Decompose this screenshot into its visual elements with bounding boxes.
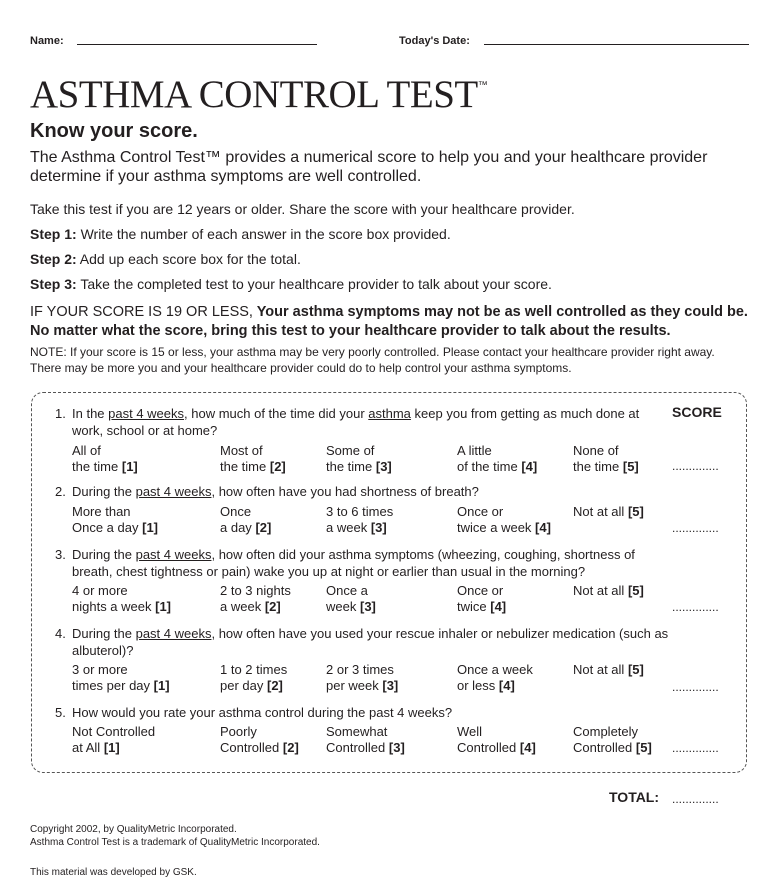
answer-option[interactable] (220, 443, 286, 475)
score-box[interactable]: .............. (672, 459, 719, 473)
answer-line-1: 2 to 3 nights (220, 583, 291, 598)
answer-option[interactable] (326, 583, 376, 615)
answer-line-1-text: Not at all (573, 662, 625, 677)
score-box[interactable]: .............. (672, 521, 719, 535)
answer-line-2-text: at All (72, 740, 101, 755)
answer-value: [3] (359, 599, 376, 614)
answer-line-2-text: a week (326, 520, 368, 535)
answer-value: [5] (622, 459, 639, 474)
answer-line-2 (220, 459, 286, 475)
answer-value: [3] (370, 520, 387, 535)
answer-line-1: More than (72, 504, 131, 519)
answer-option[interactable] (220, 662, 287, 694)
answer-option[interactable] (457, 724, 536, 756)
answer-value: [4] (535, 520, 551, 535)
question-text-part: , how often have you had shortness of breath? (211, 484, 479, 499)
answer-line-2-text: a day (220, 520, 252, 535)
answer-line-2 (457, 678, 533, 694)
answer-line-2-text: of the time (457, 459, 518, 474)
instructions-lead: Take this test if you are 12 years or older. Share the score with your healthcare provider. (30, 201, 575, 217)
warning-line-1 (30, 303, 748, 322)
answer-line-1: 1 to 2 times (220, 662, 288, 677)
answer-value: [3] (375, 459, 392, 474)
answer-option[interactable] (326, 504, 393, 536)
answer-value: [5] (635, 740, 652, 755)
answer-line-1: Once a (326, 583, 368, 598)
answer-line-2-text: twice a week (457, 520, 532, 535)
answer-value: [4] (519, 740, 536, 755)
question-text-part: keep you from getting as much done at work, school or at home? (72, 406, 640, 438)
answer-line-2 (72, 740, 155, 756)
answer-option[interactable] (220, 504, 271, 536)
answer-line-2-text: week (326, 599, 357, 614)
answer-value: [1] (121, 459, 138, 474)
answer-line-2-text: the time (72, 459, 119, 474)
question-number: 4. (55, 626, 66, 641)
answer-line-2 (457, 459, 537, 475)
answer-line-1: All of (72, 443, 101, 458)
question-text-part: During the (72, 626, 136, 641)
answer-line-2 (326, 740, 405, 756)
step-3-label: Step 3: (30, 276, 77, 292)
answer-option[interactable] (72, 662, 170, 694)
question-emphasis: past 4 weeks (135, 484, 212, 499)
answer-line-1 (573, 662, 644, 678)
step-2-text: Add up each score box for the total. (76, 251, 301, 267)
answer-value: [2] (255, 520, 272, 535)
answer-option[interactable] (573, 443, 639, 475)
answer-line-2 (72, 678, 170, 694)
answer-line-2-text: per day (220, 678, 264, 693)
answer-line-2-text: nights a week (72, 599, 152, 614)
answer-value: [4] (498, 678, 515, 693)
answer-line-2 (326, 678, 398, 694)
warning-line-2-bold: No matter what the score, bring this test to your healthcare provider to talk about the results. (30, 323, 671, 339)
answer-value: [4] (490, 599, 507, 614)
answer-line-1: Not Controlled (72, 724, 156, 739)
question-text-part: During the (72, 547, 136, 562)
question-text-part: During the (72, 484, 136, 499)
answer-line-2-text: Controlled (573, 740, 633, 755)
answer-value: [1] (103, 740, 120, 755)
warning-line-2 (30, 322, 748, 341)
answer-value: [3] (382, 678, 399, 693)
answer-line-1 (573, 583, 644, 599)
answer-line-2 (72, 520, 158, 536)
answer-line-1: None of (573, 443, 619, 458)
question-text-part: , how much of the time did your (184, 406, 369, 421)
answer-line-2 (220, 678, 287, 694)
warning-block (30, 303, 748, 341)
trademark-symbol: ™ (477, 80, 488, 91)
answer-option[interactable] (220, 583, 291, 615)
total-score-field[interactable]: .............. (672, 792, 719, 806)
answer-line-1: Once (220, 504, 252, 519)
answer-line-2-text: the time (220, 459, 267, 474)
step-1-label: Step 1: (30, 226, 77, 242)
answer-line-2-text: Once a day (72, 520, 139, 535)
answer-line-2-text: Controlled (220, 740, 280, 755)
answer-line-2 (220, 599, 291, 615)
question-number: 5. (55, 705, 66, 720)
answer-line-1-text: Not at all (573, 583, 625, 598)
developed-by-text: This material was developed by GSK. (30, 867, 197, 878)
answer-option[interactable] (72, 443, 138, 475)
page-title-text: ASTHMA CONTROL TEST (30, 73, 478, 116)
total-label: TOTAL: (609, 789, 660, 805)
answer-value: [3] (388, 740, 405, 755)
answer-option[interactable] (326, 724, 405, 756)
answer-line-2-text: or less (457, 678, 496, 693)
answer-line-2-text: Controlled (457, 740, 517, 755)
question-emphasis: past 4 weeks (135, 547, 212, 562)
answer-line-2 (326, 459, 392, 475)
question-number: 2. (55, 484, 66, 499)
answer-option[interactable] (72, 504, 158, 536)
answer-line-1: 4 or more (72, 583, 128, 598)
page-title (30, 72, 488, 117)
answer-line-1: 2 or 3 times (326, 662, 394, 677)
answer-option[interactable] (573, 724, 652, 756)
trademark-text: Asthma Control Test is a trademark of QualityMetric Incorporated. (30, 837, 320, 848)
answer-option[interactable] (72, 724, 155, 756)
answer-line-1: A little (457, 443, 492, 458)
step-2-label: Step 2: (30, 251, 77, 267)
score-box[interactable]: .............. (672, 680, 719, 694)
answer-value: [2] (282, 740, 299, 755)
answer-value: [1] (142, 520, 159, 535)
question-text (72, 626, 672, 659)
answer-option[interactable] (457, 662, 533, 694)
answer-line-2-text: times per day (72, 678, 151, 693)
question-text (72, 547, 672, 580)
answer-value: [2] (264, 599, 281, 614)
answer-line-1-text: Not at all (573, 504, 625, 519)
step-3 (30, 276, 552, 292)
copyright-text: Copyright 2002, by QualityMetric Incorporated. (30, 824, 237, 835)
answer-line-1: Once or (457, 583, 504, 598)
score-box[interactable]: .............. (672, 600, 719, 614)
question-text-part: How would you rate your asthma control during the past 4 weeks? (72, 705, 453, 720)
answer-value: [1] (155, 599, 172, 614)
answer-line-1: Once a week (457, 662, 533, 677)
answer-value: [1] (153, 678, 170, 693)
answer-line-2-text: per week (326, 678, 379, 693)
answer-line-2-text: Controlled (326, 740, 386, 755)
answer-option[interactable] (72, 583, 171, 615)
warning-prefix: IF YOUR SCORE IS 19 OR LESS, (30, 304, 253, 320)
step-2 (30, 251, 301, 267)
answer-option[interactable] (326, 443, 392, 475)
note-text: NOTE: If your score is 15 or less, your asthma may be very poorly controlled. Please contact your healthcare provider right away. There may be more you and your healthcare provider could do to help control your asthma symptoms. (30, 345, 715, 375)
question-text (72, 705, 672, 722)
date-field[interactable] (484, 44, 749, 45)
answer-line-2 (573, 459, 639, 475)
answer-line-1: Completely (573, 724, 639, 739)
answer-line-1: Poorly (220, 724, 257, 739)
score-header: SCORE (672, 404, 722, 420)
question-text-part: , how often have you used your rescue inhaler or nebulizer medication (such as albuterol)? (72, 626, 669, 658)
answer-line-1 (573, 504, 644, 520)
name-field[interactable] (77, 44, 317, 45)
answer-line-2 (326, 520, 393, 536)
score-box[interactable]: .............. (672, 741, 719, 755)
answer-value: [5] (627, 583, 644, 598)
answer-line-1: 3 or more (72, 662, 128, 677)
name-label: Name: (30, 35, 64, 47)
answer-line-1: Well (457, 724, 483, 739)
answer-line-2 (573, 740, 652, 756)
question-text (72, 406, 672, 439)
question-text-part: In the (72, 406, 109, 421)
answer-line-2-text: twice (457, 599, 487, 614)
answer-value: [2] (267, 678, 283, 693)
answer-option[interactable] (573, 583, 644, 599)
answer-value: [4] (521, 459, 538, 474)
answer-line-2 (220, 520, 271, 536)
answer-line-2 (457, 520, 551, 536)
step-3-text: Take the completed test to your healthcare provider to talk about your score. (76, 276, 552, 292)
question-emphasis: asthma (368, 406, 411, 421)
question-number: 3. (55, 547, 66, 562)
date-label: Today's Date: (399, 35, 470, 47)
answer-option[interactable] (457, 583, 506, 615)
answer-value: [5] (627, 504, 644, 519)
answer-option[interactable] (573, 504, 644, 520)
answer-option[interactable] (457, 504, 551, 536)
answer-line-2 (72, 459, 138, 475)
answer-line-2 (457, 740, 536, 756)
answer-line-2-text: a week (220, 599, 262, 614)
answer-line-2 (326, 599, 376, 615)
answer-line-2-text: the time (573, 459, 620, 474)
answer-option[interactable] (326, 662, 398, 694)
answer-line-1: Some of (326, 443, 375, 458)
intro-text: The Asthma Control Test™ provides a numerical score to help you and your healthcare provider determine if your asthma symptoms are well controlled. (30, 149, 708, 185)
answer-line-1: Somewhat (326, 724, 388, 739)
answer-line-2 (72, 599, 171, 615)
question-number: 1. (55, 406, 66, 421)
answer-line-2 (220, 740, 299, 756)
step-1 (30, 226, 451, 242)
answer-line-2-text: the time (326, 459, 373, 474)
question-text-part: , how often did your asthma symptoms (wheezing, coughing, shortness of breath, chest tightness or pain) wake you up at night or earlier than usual in the morning? (72, 547, 635, 579)
answer-line-1: Most of (220, 443, 263, 458)
answer-option[interactable] (457, 443, 537, 475)
warning-line-1-bold: Your asthma symptoms may not be as well controlled as they could be. (252, 304, 748, 320)
answer-option[interactable] (220, 724, 299, 756)
step-1-text: Write the number of each answer in the score box provided. (76, 226, 451, 242)
answer-value: [2] (269, 459, 286, 474)
question-text (72, 484, 672, 501)
answer-option[interactable] (573, 662, 644, 678)
answer-value: [5] (627, 662, 644, 677)
question-emphasis: past 4 weeks (135, 626, 212, 641)
question-emphasis: past 4 weeks (108, 406, 185, 421)
subtitle: Know your score. (30, 120, 198, 142)
answer-line-1: 3 to 6 times (326, 504, 394, 519)
answer-line-2 (457, 599, 506, 615)
answer-line-1: Once or (457, 504, 504, 519)
